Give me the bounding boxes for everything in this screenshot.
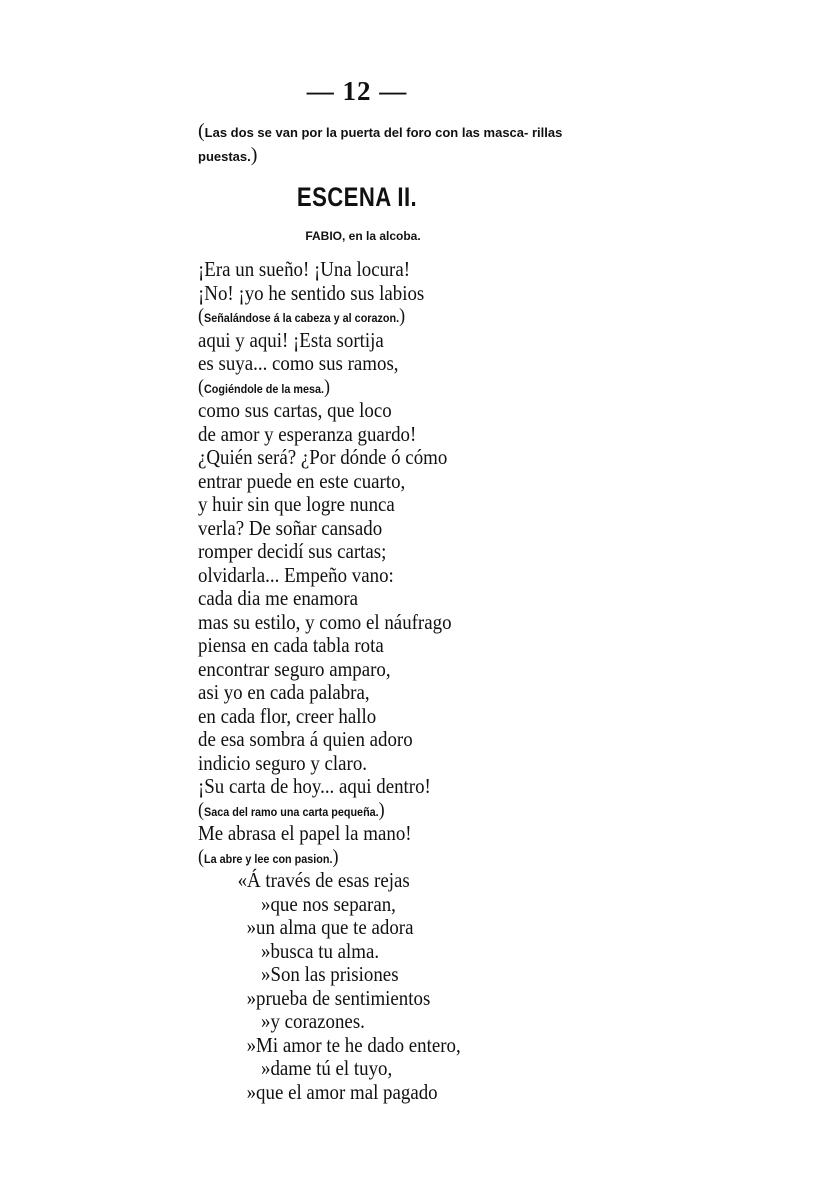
- open-paren: (: [198, 120, 205, 142]
- verse-line: de amor y esperanza guardo!: [198, 421, 417, 446]
- verse-line: piensa en cada tabla rota: [198, 633, 384, 657]
- verse-line: como sus cartas, que loco: [198, 398, 392, 422]
- stage-direction: (Saca del ramo una carta pequeña.): [198, 798, 385, 821]
- verse-line: asi yo en cada palabra,: [198, 680, 370, 704]
- verse-line: verla? De soñar cansado: [198, 515, 383, 540]
- verse-line: ¡Su carta de hoy... aqui dentro!: [198, 774, 431, 798]
- letter-line: »y corazones.: [261, 1009, 365, 1033]
- verse-line: aqui y aqui! ¡Esta sortija: [198, 327, 384, 352]
- verse-line: de esa sombra á quien adoro: [198, 727, 413, 751]
- stage-direction: (Cogiéndole de la mesa.): [198, 375, 331, 398]
- stage-direction: (Señalándose á la cabeza y al corazon.): [198, 305, 406, 327]
- letter-line: »un alma que te adora: [246, 915, 414, 939]
- verse-block: [198, 258, 461, 1104]
- letter-line: »dame tú el tuyo,: [261, 1056, 393, 1080]
- close-paren: ): [250, 144, 258, 166]
- verse-line: romper decidí sus cartas;: [198, 539, 387, 563]
- stage-direction: (La abre y lee con pasion.): [198, 845, 339, 868]
- verse-line: ¿Quién será? ¿Por dónde ó cómo: [198, 445, 448, 469]
- verse-line: cada dia me enamora: [198, 586, 359, 610]
- stage-direction-exit: [198, 120, 610, 168]
- letter-line: »Mi amor te he dado entero,: [246, 1032, 461, 1057]
- letter-line: »que el amor mal pagado: [246, 1079, 438, 1104]
- verse-line: olvidarla... Empeño vano:: [198, 562, 394, 587]
- verse-line: y huir sin que logre nunca: [198, 492, 395, 516]
- letter-line: »Son las prisiones: [261, 962, 399, 986]
- scene-title: ESCENA II.: [296, 182, 418, 212]
- verse-line: mas su estilo, y como el náufrago: [198, 609, 452, 634]
- verse-line: en cada flor, creer hallo: [198, 703, 377, 728]
- verse-line: ¡Era un sueño! ¡Una locura!: [198, 257, 411, 281]
- verse-line: Me abrasa el papel la mano!: [198, 821, 412, 845]
- letter-verses: [198, 869, 461, 1104]
- scene-characters: FABIO, en la alcoba.: [305, 229, 421, 243]
- letter-line: »busca tu alma.: [261, 938, 380, 963]
- verse-line: indicio seguro y claro.: [198, 750, 368, 775]
- verse-line: ¡No! ¡yo he sentido sus labios: [198, 280, 425, 305]
- verse-line: entrar puede en este cuarto,: [198, 468, 406, 493]
- letter-line: «Á través de esas rejas: [237, 868, 410, 892]
- letter-line: »prueba de sentimientos: [246, 985, 431, 1010]
- verse-line: encontrar seguro amparo,: [198, 656, 391, 681]
- page-number: — 12 —: [306, 76, 408, 106]
- stage-direction-text: Las dos se van por la puerta del foro con las masca- rillas puestas.: [198, 125, 563, 164]
- letter-line: »que nos separan,: [261, 891, 396, 916]
- verse-line: es suya... como sus ramos,: [198, 351, 399, 375]
